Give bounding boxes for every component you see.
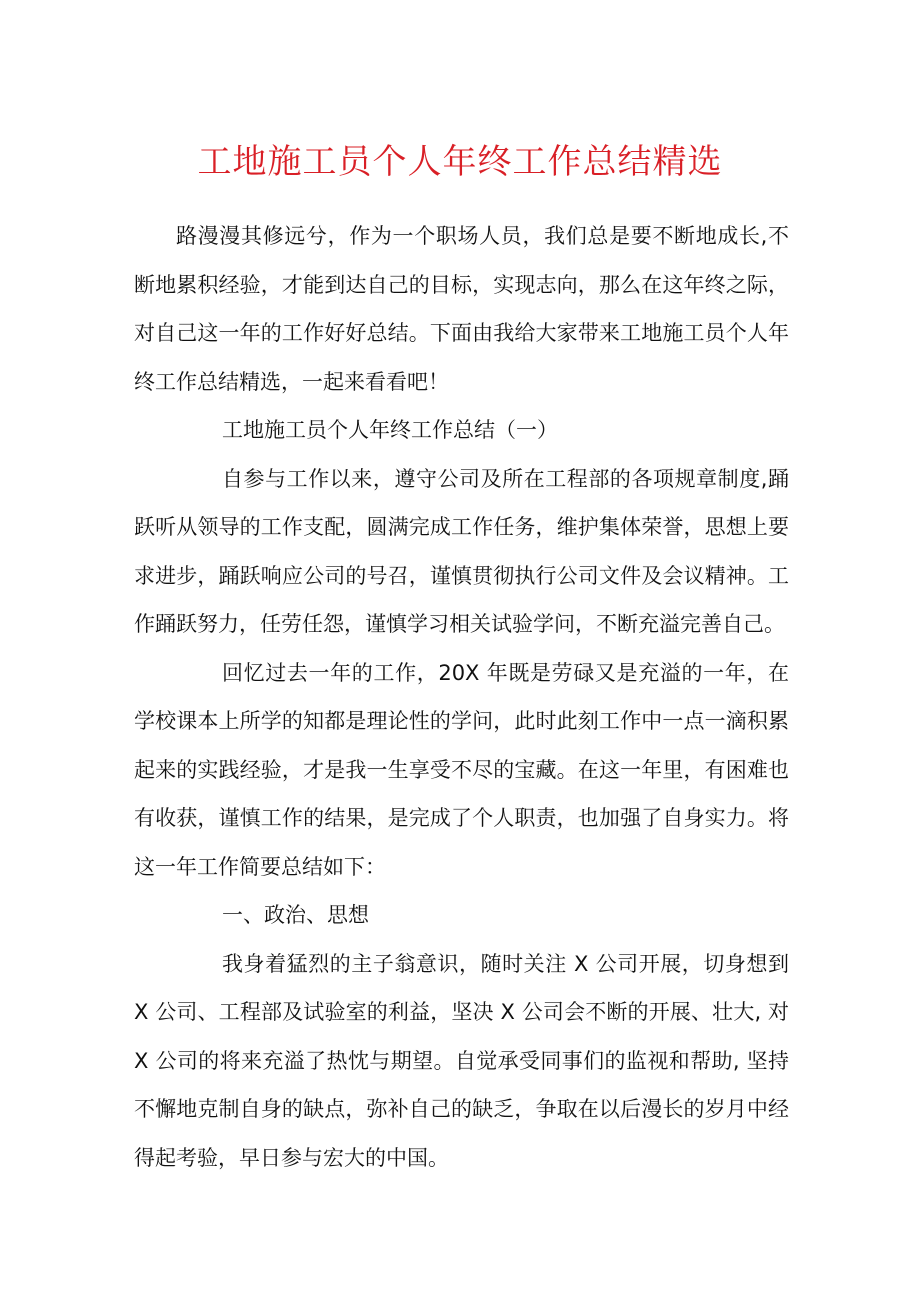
paragraph-1: 自参与工作以来，遵守公司及所在工程部的各项规章制度,踊跃听从领导的工作支配，圆满完成工作任务，维护集体荣誉，思想上要求进步，踊跃响应公司的号召，谨慎贯彻执行公司文件及会议精神。工作踊跃努力，任劳任怨，谨慎学习相关试验学问，不断充溢完善自己。 — [134, 466, 789, 636]
paragraph-2: 回忆过去一年的工作，20X 年既是劳碌又是充溢的一年，在学校课本上所学的知都是理论性的学问，此时此刻工作中一点一滴积累起来的实践经验，才是我一生享受不尽的宝藏。在这一年里，有困难也有收获，谨慎工作的结果，是完成了个人职责，也加强了自身实力。将这一年工作简要总结如下： — [134, 660, 789, 879]
paragraph-3: 我身着猛烈的主子翁意识，随时关注 X 公司开展，切身想到 X 公司、工程部及试验室的利益，坚决 X 公司会不断的开展、壮大, 对 X 公司的将来充溢了热忱与期望。自觉承受同事们的监视和帮助, 坚持不懈地克制自身的缺点，弥补自己的缺乏，争取在以后漫长的岁月中经得起考验，早日参与宏大的中国。 — [134, 951, 789, 1170]
document-title: 工地施工员个人年终工作总结精选 — [197, 142, 723, 182]
intro-paragraph: 路漫漫其修远兮，作为一个职场人员，我们总是要不断地成长,不断地累积经验，才能到达自己的目标，实现志向，那么在这年终之际，对自己这一年的工作好好总结。下面由我给大家带来工地施工员个人年终工作总结精选，一起来看看吧！ — [134, 224, 789, 394]
subheading-politics: 一、政治、思想 — [222, 903, 369, 927]
document-body — [134, 212, 789, 1182]
section-heading: 工地施工员个人年终工作总结（一） — [222, 418, 558, 442]
